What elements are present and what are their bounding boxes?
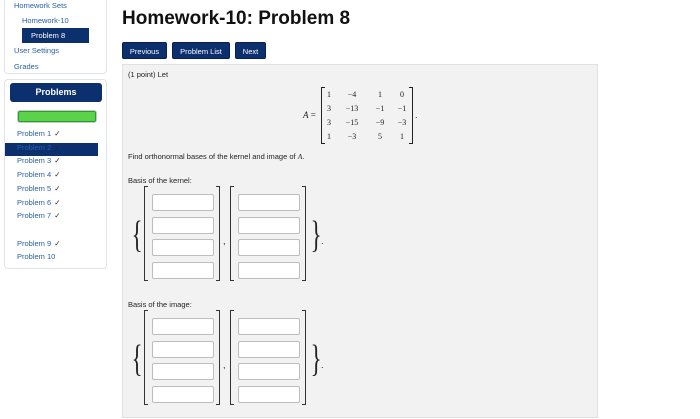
problem-item-label: Problem 3 [17,156,52,166]
vector-entry-input[interactable] [238,386,300,403]
open-brace: { [131,338,143,380]
matrix-cell: −9 [375,118,385,127]
problem-item[interactable] [17,198,60,207]
matrix-cell: 3 [327,104,331,113]
vector-entry-input[interactable] [152,363,214,380]
matrix-cell: 3 [327,118,331,127]
page-title: Homework-10: Problem 8 [122,8,351,29]
problem-item-label: Problem 6 [17,197,52,207]
basis-vector [230,186,306,281]
problem-item-label: Problem 7 [17,211,52,221]
end-period: . [321,236,324,246]
matrix-period: . [415,110,418,120]
vector-left-bracket [230,186,234,281]
kernel-label: Basis of the kernel: [128,176,192,185]
matrix-cell: −1 [375,104,385,113]
matrix-cell: −3 [347,132,357,141]
open-brace: { [131,214,143,256]
problem-item[interactable] [17,239,60,248]
problem-item[interactable] [17,170,60,179]
matrix-name: A [303,110,309,120]
close-brace: } [310,214,322,256]
nav-grades[interactable]: Grades [14,62,39,71]
vector-left-bracket [230,310,234,405]
matrix-cell: −13 [345,104,359,113]
problem-item-label: Problem 2 [17,142,52,152]
problem-item[interactable] [17,156,60,165]
vector-entry-input[interactable] [152,262,214,279]
check-icon: ✓ [54,142,61,152]
question-var: A [297,152,303,161]
question-prefix: Find orthonormal bases of the kernel and image of [128,152,296,161]
progress-fill [18,111,96,122]
problem-item-label: Problem 9 [17,238,52,248]
end-period: . [321,360,324,370]
problem-list-button[interactable]: Problem List [172,42,230,59]
matrix-cell: 1 [327,90,331,99]
next-button[interactable]: Next [235,42,266,59]
vector-entry-input[interactable] [152,341,214,358]
vector-entry-input[interactable] [238,318,300,335]
vector-entry-input[interactable] [238,239,300,256]
problem-item[interactable] [17,211,60,220]
matrix-cell: −3 [397,118,407,127]
vector-entry-input[interactable] [238,194,300,211]
previous-button[interactable]: Previous [122,42,167,59]
vector-left-bracket [144,310,148,405]
problem-item-label: Problem 8 [17,225,52,234]
nav-homework-10[interactable]: Homework-10 [22,16,69,25]
vector-entry-input[interactable] [152,217,214,234]
matrix-a [321,87,413,144]
progress-bar [17,110,97,123]
problem-item[interactable] [17,225,51,234]
comma: , [223,236,226,246]
vector-entry-input[interactable] [238,217,300,234]
matrix-cell: −15 [345,118,359,127]
vector-entry-input[interactable] [152,386,214,403]
vector-entry-input[interactable] [152,318,214,335]
check-icon: ✓ [54,129,61,138]
check-icon: ✓ [54,156,61,166]
matrix-cell: 1 [378,90,382,99]
check-icon: ✓ [54,197,61,207]
close-brace: } [310,338,322,380]
matrix-cell: −1 [397,104,407,113]
check-icon: ✓ [54,170,61,180]
problem-item[interactable] [17,129,60,138]
comma: , [223,360,226,370]
vector-right-bracket [216,310,220,405]
matrix-cell: 0 [400,90,404,99]
basis-vector [230,310,306,405]
vector-entry-input[interactable] [238,262,300,279]
nav-user-settings[interactable]: User Settings [14,46,60,55]
problem-item-label: Problem 5 [17,183,52,193]
nav-homework-sets[interactable]: Homework Sets [14,1,67,10]
vector-entry-input[interactable] [152,194,214,211]
image-label: Basis of the image: [128,300,192,309]
vector-entry-input[interactable] [238,341,300,358]
basis-vector [144,186,220,281]
nav-problem-8[interactable]: Problem 8 [22,28,89,43]
vector-left-bracket [144,186,148,281]
matrix-cell: 1 [327,132,331,141]
matrix-label [303,110,316,120]
matrix-cell: 1 [400,132,404,141]
problem-item[interactable] [17,252,55,261]
check-icon: ✓ [54,238,61,248]
check-icon: ✓ [54,183,61,193]
vector-entry-input[interactable] [238,363,300,380]
equals-sign: = [310,110,316,120]
problem-item-label: Problem 4 [17,170,52,180]
problems-header: Problems [10,83,102,102]
vector-right-bracket [216,186,220,281]
points-text: (1 point) Let [128,70,169,79]
vector-right-bracket [302,310,306,405]
matrix-cell: 5 [378,132,382,141]
matrix-cell: −4 [347,90,357,99]
problem-item-label: Problem 10 [17,252,56,262]
problem-item[interactable] [17,143,60,152]
vector-entry-input[interactable] [152,239,214,256]
question-text [128,152,304,161]
question-suffix: . [302,152,305,161]
vector-right-bracket [302,186,306,281]
problem-item-label: Problem 1 [17,129,52,138]
check-icon: ✓ [54,211,61,221]
basis-vector [144,310,220,405]
problem-item[interactable] [17,184,60,193]
